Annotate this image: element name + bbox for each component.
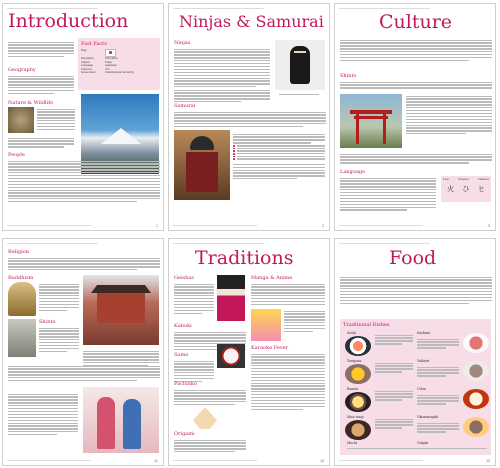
page-footer [173,224,325,228]
section-heading: Samurai [174,103,196,109]
page-footer [7,459,159,463]
section-heading: Origami [174,431,195,437]
fact-row-flag: Flag [81,49,157,57]
page-title: Traditions [195,247,294,269]
page-footer [339,459,491,463]
samurai-armor-photo [174,130,230,200]
samurai-paragraph [174,110,326,129]
page-number: 2 [322,224,324,228]
page-ninjas-samurai [168,3,330,231]
section-heading: Manga & Anime [251,275,293,281]
mountain-icon [101,128,141,144]
page-title: Food [389,247,437,269]
monkey-photo [8,107,34,133]
fact-row: Language Japanese [81,64,117,68]
dish-label: Udon [417,387,426,391]
dish-label: Tempura [347,359,362,363]
shinto-paragraph-3 [340,152,492,165]
yakitori-photo [463,361,489,381]
fast-facts-title: Fast Facts [81,41,107,47]
section-heading: Buddhism [8,275,34,281]
dish-label: Onigiri [417,441,429,445]
shinto-paragraph [39,326,79,354]
section-heading: Shinto [340,73,357,79]
ninja-illustration [275,40,325,90]
section-heading: Karaoke Fever [251,345,289,351]
page-footer [173,459,325,463]
page-footer [339,224,491,228]
kana-table: Kanji Hiragana Katakana 火 ひ ヒ [441,176,491,202]
fact-row: Population 128 million [81,57,118,60]
ninja-caption [279,92,319,96]
page-number: 1 [156,224,158,228]
page-number: 13 [486,459,490,463]
page-title: Culture [379,11,453,33]
fact-row: Government Constitutional monarchy [81,71,134,75]
page-number: 12 [320,459,324,463]
ninjas-paragraph-2 [174,88,270,104]
dish-label: Sushi [347,331,356,335]
origami-crane-photo [193,407,217,429]
religion-paragraph [8,256,160,272]
religion-paragraph-3 [8,392,78,437]
tempura-photo [345,364,371,384]
origami-paragraph [174,438,246,454]
religion-paragraph-2 [8,364,160,383]
dish-label: Ramen [347,387,359,391]
kimono-girls-photo [83,387,159,453]
section-heading: Sumo [174,352,189,358]
udon-photo [463,389,489,409]
dish-label: Sashimi [417,331,430,335]
manga-paragraph-2 [284,309,325,334]
section-heading: Nature & Wildlife [8,100,54,106]
page-number: 3 [488,224,490,228]
geisha-photo [217,275,245,321]
wildlife-paragraph-2 [8,136,74,149]
page-food [334,238,496,466]
page-header [173,241,325,245]
shinto-paragraph-2 [406,94,492,136]
dish-label: Mochi [347,441,358,445]
ninjas-paragraph [174,47,270,89]
page-religion [2,238,164,466]
geography-paragraph [8,74,74,96]
page-header [339,241,491,245]
manga-paragraph [251,282,325,307]
wildlife-paragraph [37,107,75,132]
language-paragraph [340,176,436,212]
fast-facts-box [78,38,160,90]
traditional-dishes-title: Traditional Dishes [343,322,390,328]
page-traditions [168,238,330,466]
section-heading: Kabuki [174,323,192,329]
miso-soup-photo [345,420,371,440]
page-title: Introduction [8,10,129,32]
section-heading: Geography [8,67,36,73]
pachinko-paragraph [174,388,246,407]
section-heading: Geishas [174,275,194,281]
shinto-statue-photo [8,319,36,357]
temple-photo [83,275,159,345]
page-title: Ninjas & Samurai [179,12,324,31]
section-heading: Pachinko [174,381,198,387]
section-heading: Language [340,169,366,175]
section-heading: Religion [8,249,29,255]
dish-label: Okonomiyaki [417,415,439,419]
shrine-photo [340,94,402,148]
page-header [7,241,159,245]
culture-paragraph [340,38,492,63]
page-culture [334,3,496,231]
section-heading: Ninjas [174,40,191,46]
dish-label: Yakitori [417,359,430,363]
page-header [173,6,325,10]
page-footer [7,224,159,228]
dish-label: Miso soup [347,415,364,419]
samurai-list [233,132,325,181]
sumo-paragraph [174,359,214,384]
page-number: 11 [154,459,158,463]
manga-illustration [251,309,281,341]
flag-icon [105,49,116,57]
sushi-photo [345,336,371,356]
section-heading: Shinto [39,319,56,325]
food-paragraph [340,275,492,306]
geishas-paragraph [174,282,214,315]
shinto-paragraph [340,80,492,90]
ramen-photo [345,392,371,412]
intro-paragraph [8,40,74,59]
people-paragraph [8,159,160,204]
buddha-statue-photo [8,282,36,316]
kabuki-mask-photo [217,344,245,368]
sashimi-photo [463,333,489,353]
fact-row: Capital Tokyo [81,60,113,64]
okonomiyaki-photo [463,417,489,437]
page-header [339,6,491,10]
page-introduction [2,3,164,231]
buddhism-paragraph [39,282,79,313]
section-heading: People [8,152,25,158]
karaoke-paragraph [251,352,325,411]
fact-row: Currency Yen [81,67,110,71]
